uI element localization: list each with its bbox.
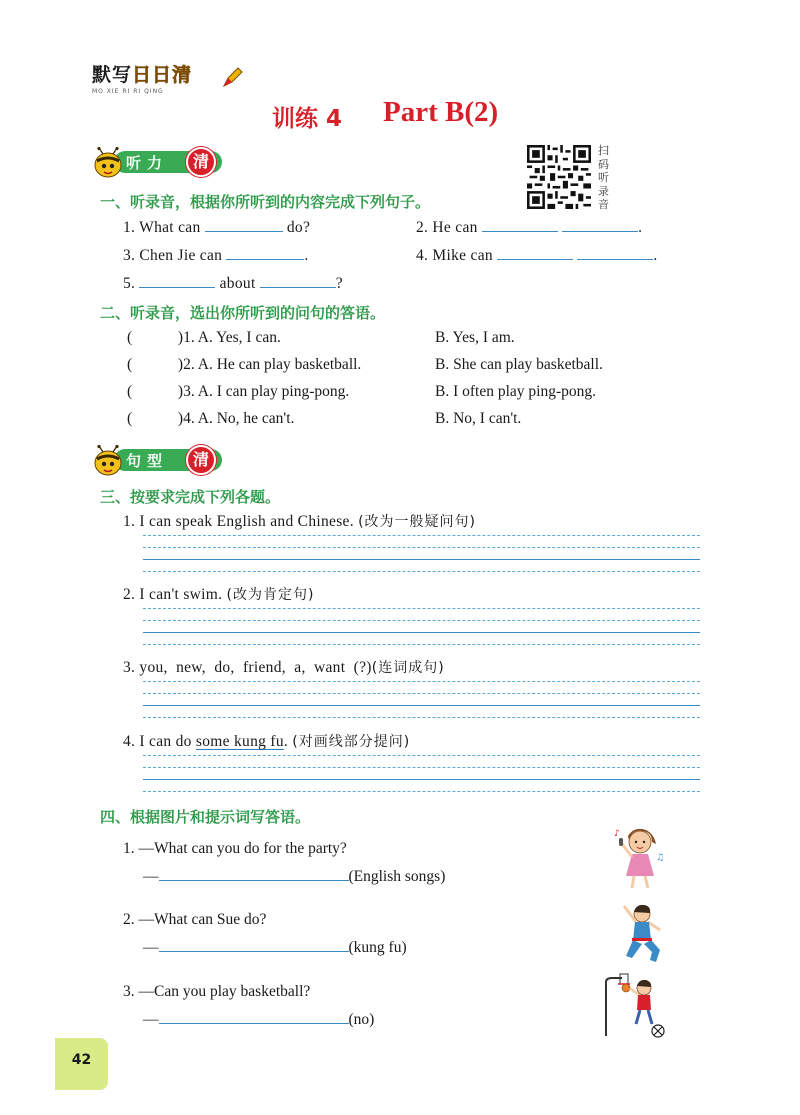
pen-icon — [222, 66, 244, 88]
qr-caption-char: 扫 — [598, 144, 609, 157]
s2-item-3 — [127, 383, 349, 401]
s4-answer-1 — [143, 867, 445, 886]
underlined-phrase: some kung fu — [195, 733, 284, 750]
item-hint: (English songs) — [348, 868, 446, 885]
writing-lines[interactable] — [143, 608, 700, 650]
s3-item-4 — [123, 731, 410, 751]
part-title: Part B(2) — [383, 96, 499, 128]
s4-answer-3 — [143, 1010, 374, 1029]
answer-blank[interactable] — [139, 274, 215, 288]
writing-lines[interactable] — [143, 535, 700, 577]
paren-open: ( — [127, 410, 133, 427]
s4-answer-2 — [143, 938, 407, 957]
item-text: Chen Jie can — [139, 247, 223, 264]
option-a: A. He can play basketball. — [197, 356, 362, 373]
svg-text:♪: ♪ — [614, 829, 620, 839]
option-a: A. Yes, I can. — [197, 329, 281, 346]
s1-item-3 — [123, 246, 309, 265]
answer-blank[interactable] — [260, 274, 336, 288]
s3-item-3 — [123, 657, 445, 677]
sentence-banner — [92, 445, 232, 473]
writing-lines[interactable] — [143, 681, 700, 723]
s2-item-2 — [127, 356, 361, 374]
s1-item-5 — [123, 274, 343, 293]
brand-subtitle: MO XIE RI RI QING — [92, 88, 164, 95]
banner-label: 听力 — [126, 154, 169, 172]
s4-question-1: 1. —What can you do for the party? — [123, 840, 347, 857]
answer-blank[interactable] — [577, 246, 653, 260]
s1-item-1 — [123, 218, 310, 237]
section2-heading: 二、听录音，选出你所听到的问句的答语。 — [100, 304, 386, 322]
qr-caption-char: 录 — [598, 184, 609, 198]
answer-blank[interactable] — [159, 1010, 349, 1024]
dash: — — [143, 1011, 159, 1028]
item-text: What can — [139, 219, 201, 236]
s4-question-2: 2. —What can Sue do? — [123, 911, 267, 928]
item-number: 2. — [416, 219, 429, 236]
item-text: . — [283, 733, 289, 750]
item-text: 3. you, new, do, friend, a, want (?) — [123, 659, 372, 676]
item-text: . — [638, 219, 643, 236]
section3-heading: 三、按要求完成下列各题。 — [100, 488, 281, 506]
dash: — — [143, 939, 159, 956]
bee-mascot-icon — [92, 147, 126, 179]
option-b: B. She can play basketball. — [435, 356, 603, 373]
item-number: )3. — [177, 383, 195, 400]
item-text: 1. I can speak English and Chinese. — [123, 513, 354, 530]
answer-blank[interactable] — [562, 218, 638, 232]
qr-code-icon[interactable] — [527, 145, 591, 209]
answer-blank[interactable] — [482, 218, 558, 232]
s3-item-1 — [123, 511, 476, 531]
brand-name-b: 日日清 — [132, 64, 193, 86]
item-hint: (kung fu) — [348, 939, 407, 956]
banner-badge: 清 — [186, 147, 216, 177]
option-a: A. No, he can't. — [197, 410, 295, 427]
page-number: 42 — [71, 1052, 92, 1068]
option-a: A. I can play ping-pong. — [197, 383, 350, 400]
svg-text:♫: ♫ — [656, 853, 665, 863]
item-number: )1. — [177, 329, 195, 346]
item-number: 3. — [123, 247, 136, 264]
item-hint: (连词成句) — [371, 660, 445, 676]
item-hint: (no) — [348, 1011, 375, 1028]
qr-caption-char: 听 — [598, 171, 609, 184]
option-b: B. Yes, I am. — [435, 329, 515, 346]
answer-blank[interactable] — [497, 246, 573, 260]
lesson-title: 训练 4 — [272, 106, 343, 132]
s2-item-1 — [127, 329, 281, 347]
item-text: 4. I can do — [123, 733, 196, 750]
item-text: Mike can — [432, 247, 493, 264]
banner-label: 句型 — [126, 452, 169, 470]
item-hint: (改为肯定句) — [226, 587, 315, 603]
option-b: B. No, I can't. — [435, 410, 522, 427]
kung-fu-girl-picture — [618, 900, 668, 966]
item-text: . — [304, 247, 309, 264]
answer-blank[interactable] — [226, 246, 304, 260]
writing-lines[interactable] — [143, 755, 700, 797]
item-text: 2. I can't swim. — [123, 586, 223, 603]
brand-name-a: 默写 — [92, 64, 133, 86]
s4-question-3: 3. —Can you play basketball? — [123, 983, 311, 1000]
section1-heading: 一、听录音，根据你所听到的内容完成下列句子。 — [100, 193, 431, 211]
qr-caption-char: 码 — [598, 157, 609, 171]
item-number: 5. — [123, 275, 136, 292]
answer-blank[interactable] — [159, 867, 349, 881]
item-text: ? — [335, 275, 343, 292]
item-number: )2. — [177, 356, 195, 373]
item-text: He can — [432, 219, 478, 236]
item-text: do? — [286, 219, 311, 236]
s1-item-2 — [416, 218, 642, 237]
paren-open: ( — [127, 329, 133, 346]
basketball-boy-picture — [600, 970, 670, 1042]
paren-open: ( — [127, 356, 133, 373]
item-text: about — [219, 275, 256, 292]
item-number: 4. — [416, 247, 429, 264]
answer-blank[interactable] — [205, 218, 283, 232]
s3-item-2 — [123, 584, 314, 604]
answer-blank[interactable] — [159, 938, 349, 952]
qr-caption-char: 音 — [598, 198, 609, 211]
s2-item-4 — [127, 410, 294, 428]
item-number: )4. — [177, 410, 195, 427]
item-hint: (改为一般疑问句) — [358, 514, 477, 530]
item-text: . — [653, 247, 658, 264]
item-number: 1. — [123, 219, 136, 236]
qr-caption — [598, 144, 612, 212]
s1-item-4 — [416, 246, 658, 265]
bee-mascot-icon — [92, 445, 126, 477]
paren-open: ( — [127, 383, 133, 400]
option-b: B. I often play ping-pong. — [435, 383, 597, 400]
section4-heading: 四、根据图片和提示词写答语。 — [100, 808, 311, 826]
dash: — — [143, 868, 159, 885]
listening-banner — [92, 147, 232, 175]
banner-badge: 清 — [186, 445, 216, 475]
item-hint: (对画线部分提问) — [292, 734, 411, 750]
girl-singing-picture — [612, 826, 666, 892]
